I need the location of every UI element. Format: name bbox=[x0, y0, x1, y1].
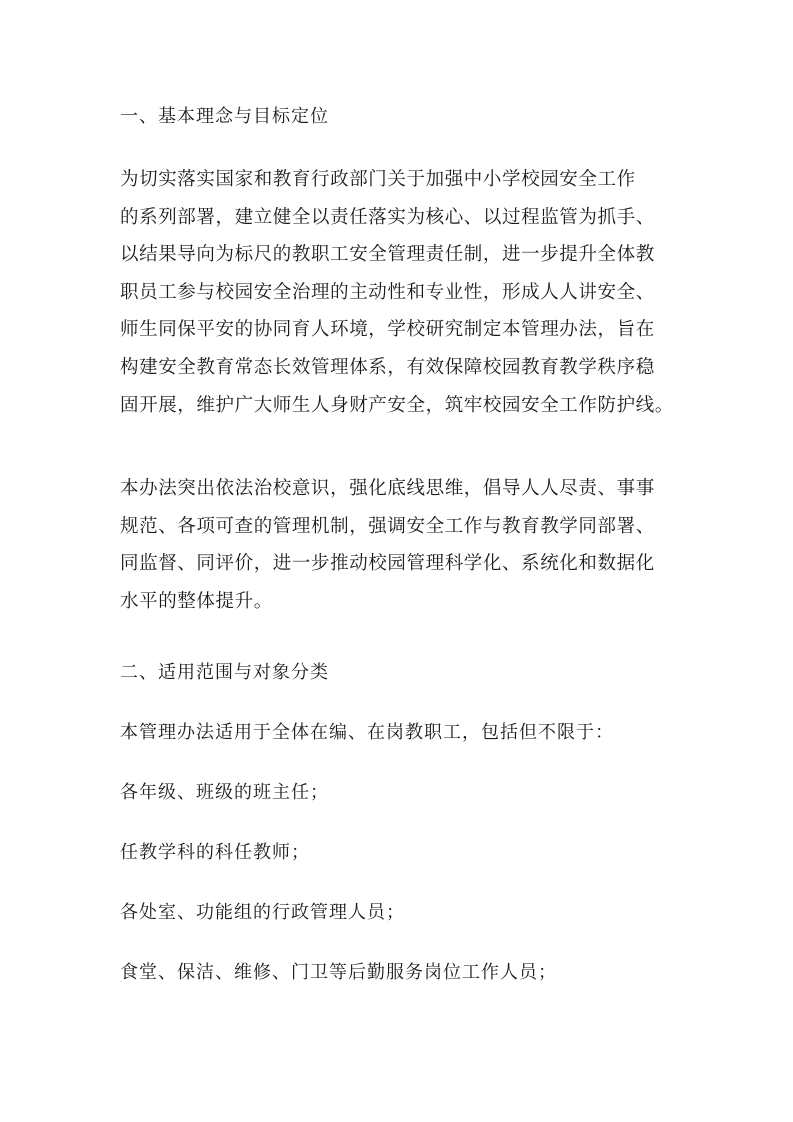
paragraph-line: 师生同保平安的协同育人环境，学校研究制定本管理办法，旨在 bbox=[120, 319, 655, 341]
paragraph-line: 职员工参与校园安全治理的主动性和专业性，形成人人讲安全、 bbox=[120, 281, 655, 303]
paragraph-line: 本办法突出依法治校意识，强化底线思维，倡导人人尽责、事事 bbox=[120, 478, 655, 499]
section1-heading: 一、基本理念与目标定位 bbox=[120, 106, 329, 127]
paragraph-line: 为切实落实国家和教育行政部门关于加强中小学校园安全工作 bbox=[120, 169, 636, 190]
list-item: 食堂、保洁、维修、门卫等后勤服务岗位工作人员； bbox=[120, 962, 557, 983]
paragraph-line: 的系列部署，建立健全以责任落实为核心、以过程监管为抓手、 bbox=[120, 206, 655, 228]
paragraph-line: 固开展，维护广大师生人身财产安全，筑牢校园安全工作防护线。 bbox=[120, 394, 674, 416]
list-item: 任教学科的科任教师； bbox=[120, 842, 310, 863]
section2-heading: 二、适用范围与对象分类 bbox=[120, 662, 329, 683]
paragraph-line: 以结果导向为标尺的教职工安全管理责任制，进一步提升全体教 bbox=[120, 244, 655, 266]
paragraph-line: 构建安全教育常态长效管理体系，有效保障校园教育教学秩序稳 bbox=[120, 356, 655, 378]
paragraph-line: 规范、各项可查的管理机制，强调安全工作与教育教学同部署、 bbox=[120, 515, 655, 537]
paragraph-line: 同监督、同评价，进一步推动校园管理科学化、系统化和数据化 bbox=[120, 553, 655, 575]
list-item: 各处室、功能组的行政管理人员； bbox=[120, 902, 405, 923]
section1-paragraph-2 bbox=[120, 470, 680, 620]
list-item: 各年级、班级的班主任； bbox=[120, 782, 329, 803]
section2-intro: 本管理办法适用于全体在编、在岗教职工，包括但不限于： bbox=[120, 722, 614, 743]
paragraph-line: 水平的整体提升。 bbox=[120, 590, 273, 612]
section1-paragraph-1 bbox=[120, 161, 680, 424]
